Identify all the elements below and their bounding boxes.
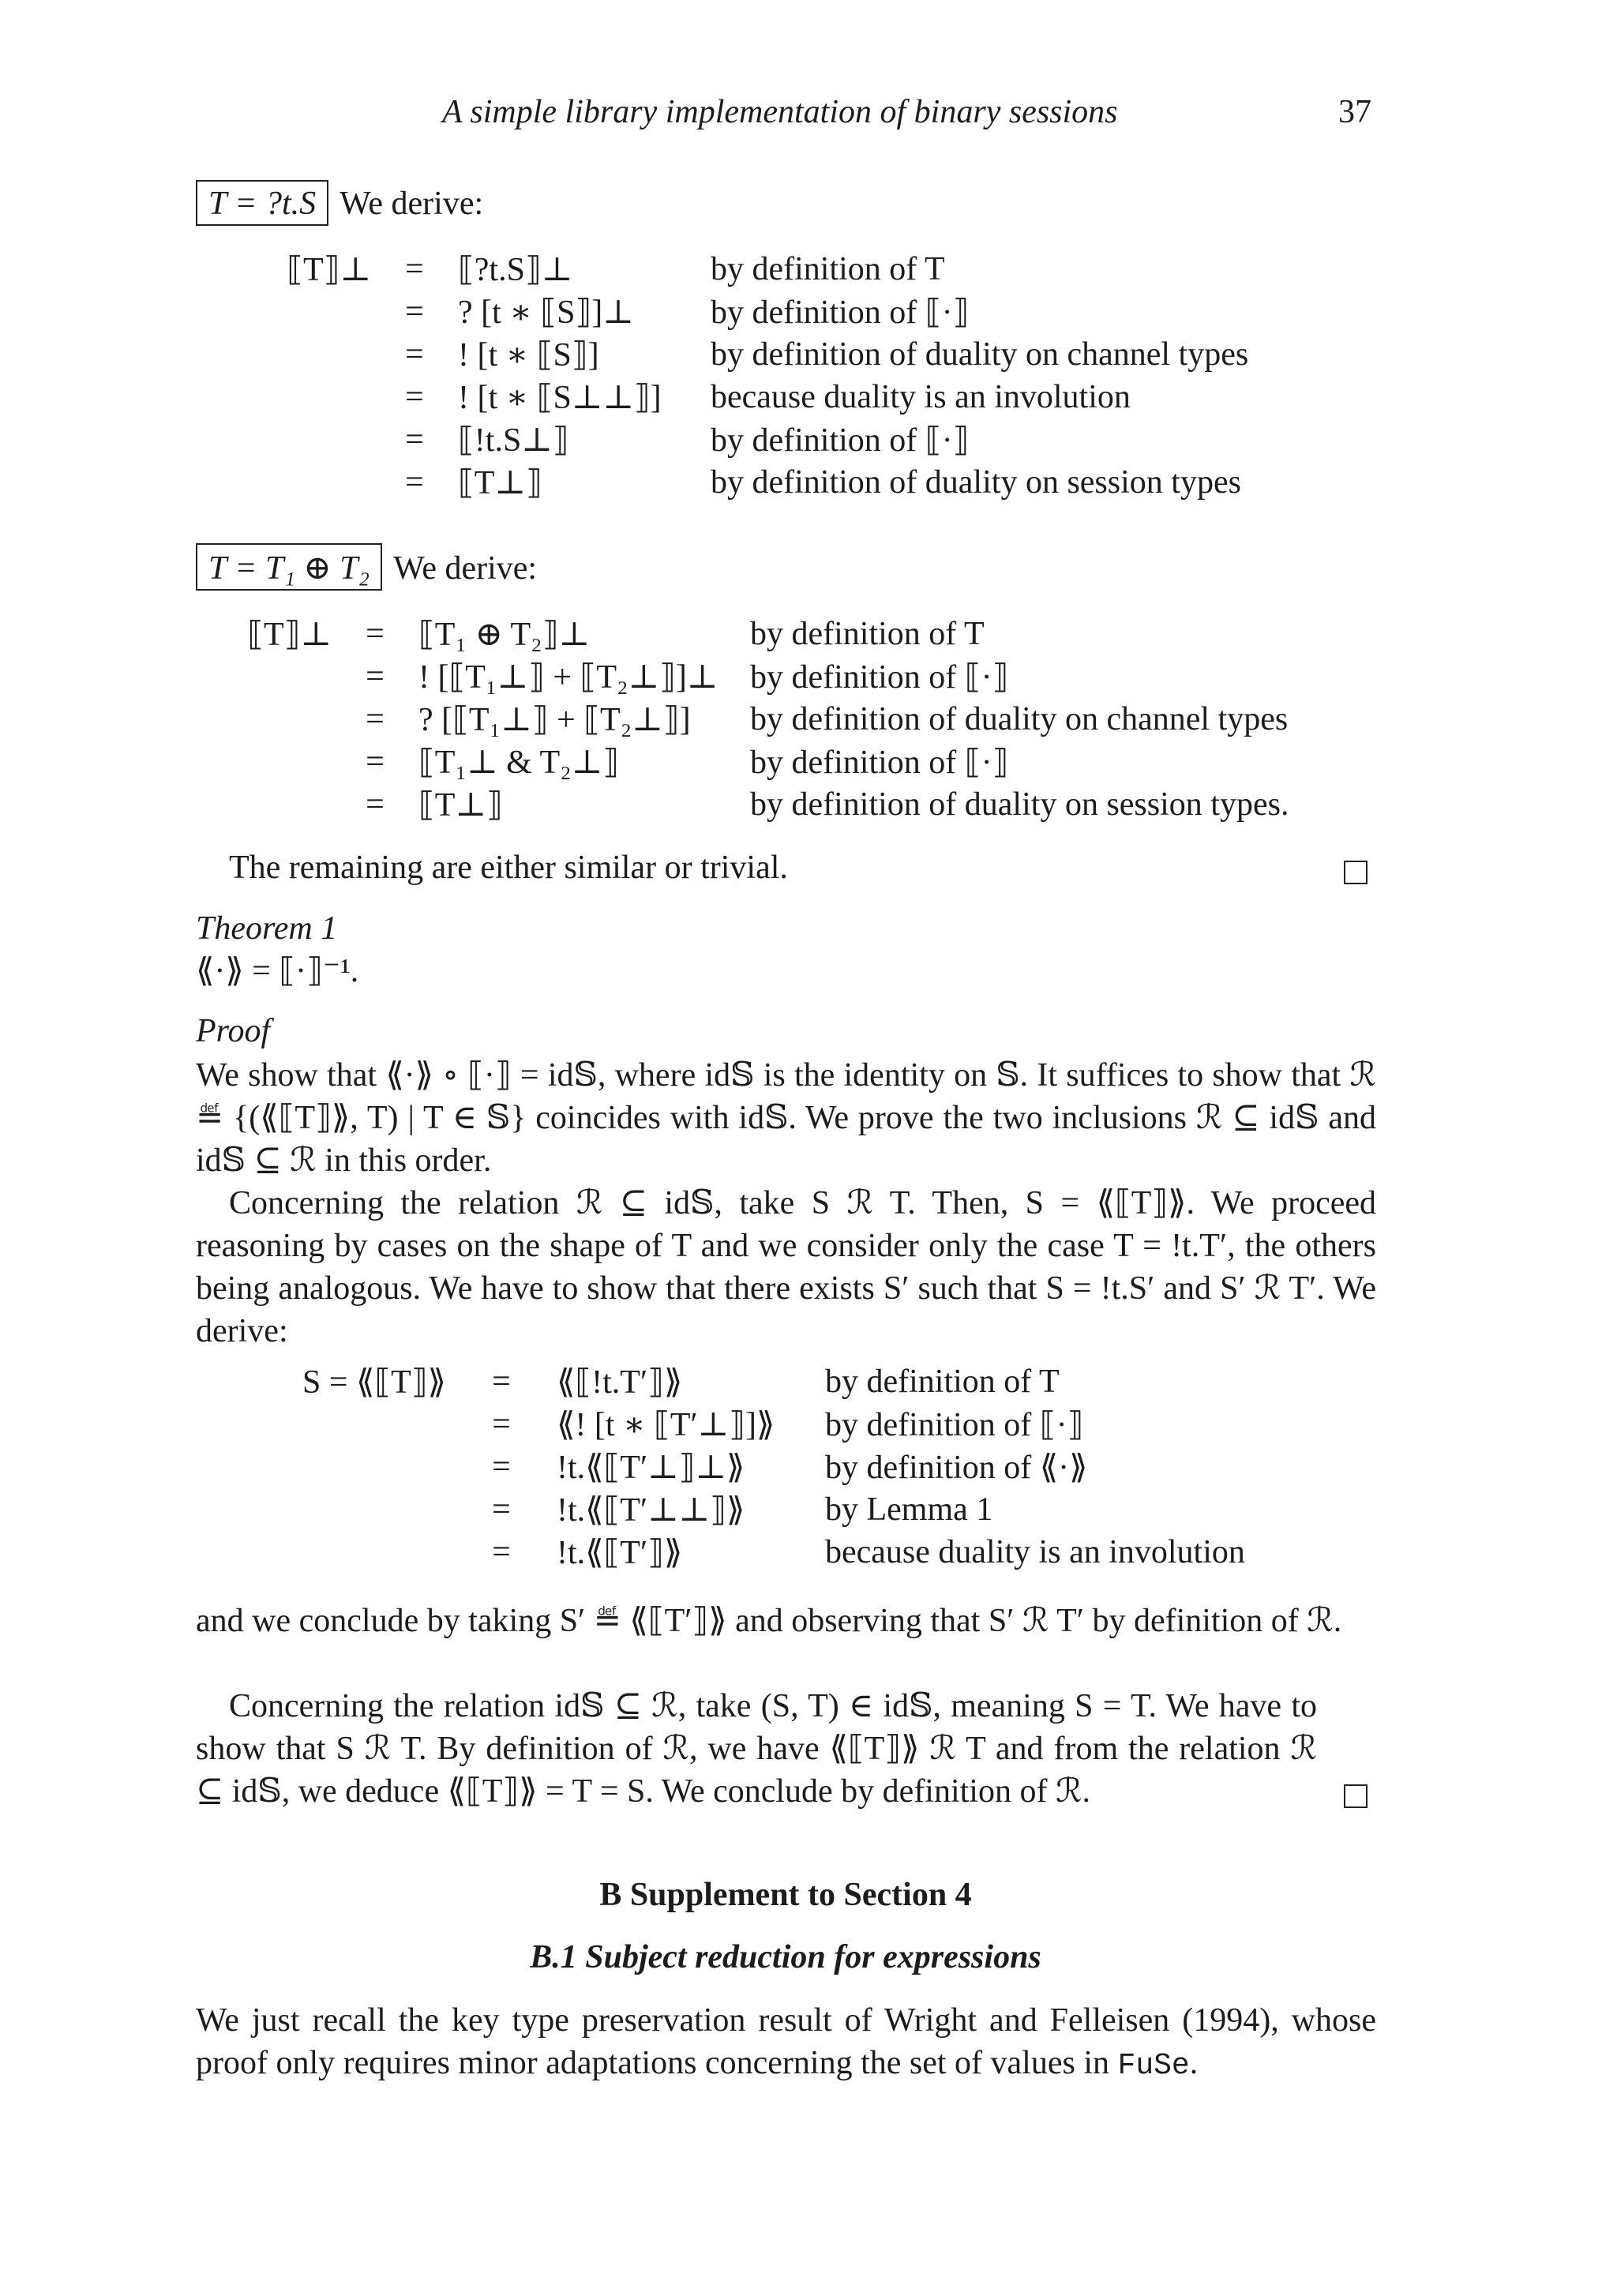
derivation-row: [245, 741, 1382, 783]
row-lhs: [284, 461, 371, 504]
subsection-heading: B.1 Subject reduction for expressions: [530, 1939, 1041, 1975]
derivation-row: [288, 1446, 1330, 1488]
row-rhs: ⟪⟦!t.T′⟧⟫: [557, 1364, 683, 1401]
proof-paragraph-2: Concerning the relation ℛ ⊆ id𝕊, take S ℛ T. Then, S = ⟪⟦T⟧⟫. We proceed reasoning by cases on the shape of T and we consider only the case T = !t.T′, the others being analogous. We have to show that there exists S′ such that S = !t.S′ and S′ ℛ T′. We derive:: [196, 1185, 1376, 1349]
row-rhs: ⟦?t.S⟧⊥: [458, 252, 573, 288]
row-rhs: !t.⟪⟦T′⟧⟫: [557, 1535, 683, 1571]
derivation-row: [284, 333, 1342, 376]
row-eq: =: [405, 464, 424, 501]
row-eq: =: [492, 1449, 511, 1485]
proof-paragraph-3: and we conclude by taking S′ ≝ ⟪⟦T′⟧⟫ and observing that S′ ℛ T′ by definition of ℛ.: [196, 1603, 1342, 1639]
qed-square: [1344, 1784, 1368, 1808]
row-lhs: S = ⟪⟦T⟧⟫: [302, 1364, 446, 1401]
row-eq: =: [405, 294, 424, 330]
row-rhs: ⟦T₁⊥ & T₂⊥⟧: [418, 745, 620, 781]
row-justification: by definition of ⟪·⟫: [825, 1450, 1088, 1486]
proof-paragraph-4: Concerning the relation id𝕊 ⊆ ℛ, take (S, T) ∈ id𝕊, meaning S = T. We have to show that S ℛ T. By definition of ℛ, we have ⟪⟦T⟧⟫ ℛ T and from the relation ℛ ⊆ id𝕊, we deduce ⟪⟦T⟧⟫ = T = S. We conclude by definition of ℛ.: [196, 1688, 1317, 1810]
derivation-row: [288, 1403, 1330, 1446]
running-title: A simple library implementation of binary sessions: [442, 94, 1118, 130]
theorem-label: Theorem 1: [196, 910, 338, 947]
row-eq: =: [492, 1406, 511, 1443]
case1-heading: [196, 180, 483, 226]
row-justification: because duality is an involution: [825, 1534, 1245, 1570]
case1-derivation: [284, 248, 1342, 504]
row-rhs: ⟦T₁ ⊕ T₂⟧⊥: [418, 617, 591, 653]
row-lhs: [284, 333, 371, 376]
row-justification: by definition of duality on session types.: [750, 786, 1289, 823]
row-justification: by definition of ⟦·⟧: [750, 745, 1009, 781]
row-justification: by definition of T: [825, 1364, 1060, 1400]
row-rhs: !t.⟪⟦T′⊥⊥⟧⟫: [557, 1492, 745, 1529]
row-justification: by definition of ⟦·⟧: [711, 422, 970, 459]
row-eq: =: [405, 422, 424, 458]
row-lhs: [284, 418, 371, 461]
section-heading: B Supplement to Section 4: [599, 1877, 972, 1913]
derivation-row: [245, 698, 1382, 741]
case2-heading: [196, 543, 537, 591]
row-rhs: ! [t ∗ ⟦S⊥⊥⟧]: [458, 380, 662, 416]
derivation-row: [288, 1531, 1330, 1574]
row-justification: by definition of duality on channel types: [711, 336, 1249, 373]
row-rhs: ? [t ∗ ⟦S⟧]⊥: [458, 295, 634, 331]
row-justification: by definition of ⟦·⟧: [825, 1407, 1084, 1443]
row-rhs: ⟦T⊥⟧: [458, 465, 542, 501]
row-rhs: ⟦!t.S⊥⟧: [458, 422, 569, 459]
proof-derivation: [288, 1360, 1330, 1574]
fuse-code: FuSe: [1117, 2049, 1190, 2083]
row-justification: by definition of T: [750, 616, 985, 652]
row-eq: =: [405, 336, 424, 373]
row-eq: =: [366, 658, 385, 695]
row-eq: =: [492, 1491, 511, 1528]
row-lhs: [288, 1488, 446, 1531]
derivation-row: [284, 291, 1342, 333]
row-lhs: [284, 291, 371, 333]
row-rhs: !t.⟪⟦T′⊥⟧⊥⟫: [557, 1450, 745, 1486]
row-eq: =: [492, 1534, 511, 1570]
row-eq: =: [366, 744, 385, 780]
row-lhs: [245, 655, 332, 698]
row-eq: =: [366, 786, 385, 823]
row-lhs: ⟦T⟧⊥: [287, 252, 371, 288]
row-lhs: [288, 1531, 446, 1574]
row-justification: by definition of ⟦·⟧: [750, 659, 1009, 696]
row-rhs: ⟦T⊥⟧: [418, 787, 503, 823]
case1-box-label: T = ?t.S: [196, 180, 328, 226]
derivation-row: [288, 1360, 1330, 1403]
row-rhs: ! [⟦T₁⊥⟧ + ⟦T₂⊥⟧]⊥: [418, 659, 718, 696]
derivation-row: [245, 613, 1382, 655]
derivation-row: [284, 418, 1342, 461]
row-eq: =: [492, 1364, 511, 1400]
derivation-row: [245, 655, 1382, 698]
row-rhs: ⟪! [t ∗ ⟦T′⊥⟧]⟫: [557, 1407, 775, 1443]
row-eq: =: [405, 251, 424, 287]
remaining-cases-text: The remaining are either similar or trivial.: [229, 850, 788, 886]
section-body-text: We just recall the key type preservation result of Wright and Felleisen (1994), whose proof only requires minor adaptations concerning the set of values in: [196, 2002, 1376, 2081]
row-lhs: [245, 698, 332, 741]
row-eq: =: [366, 701, 385, 737]
row-lhs: [284, 376, 371, 418]
row-justification: by definition of duality on session types: [711, 464, 1241, 501]
case1-intro: We derive:: [340, 186, 484, 222]
page-number: 37: [1338, 94, 1371, 130]
section-body: [196, 1999, 1376, 2088]
derivation-row: [288, 1488, 1330, 1531]
row-justification: by definition of ⟦·⟧: [711, 295, 970, 331]
derivation-row: [284, 461, 1342, 504]
derivation-row: [284, 376, 1342, 418]
proof-paragraph-1: We show that ⟪·⟫ ∘ ⟦·⟧ = id𝕊, where id𝕊 is the identity on 𝕊. It suffices to show that ℛ ≝ {(⟪⟦T⟧⟫, T) | T ∈ 𝕊} coincides with id𝕊. We prove the two inclusions ℛ ⊆ id𝕊 and id𝕊 ⊆ ℛ in this order.: [196, 1057, 1376, 1179]
row-eq: =: [405, 379, 424, 415]
derivation-row: [245, 783, 1382, 826]
case2-intro: We derive:: [393, 550, 538, 587]
proof-label: Proof: [196, 1013, 271, 1049]
row-rhs: ! [t ∗ ⟦S⟧]: [458, 337, 599, 373]
row-justification: by definition of duality on channel types: [750, 701, 1289, 737]
section-body-end: .: [1189, 2045, 1199, 2081]
derivation-row: [284, 248, 1342, 291]
case2-box-label: T = T₁ ⊕ T₂: [196, 543, 382, 591]
row-lhs: [245, 783, 332, 826]
row-justification: by definition of T: [711, 251, 945, 287]
row-lhs: [288, 1446, 446, 1488]
row-rhs: ? [⟦T₁⊥⟧ + ⟦T₂⊥⟧]: [418, 702, 691, 738]
case2-derivation: [245, 613, 1382, 826]
row-lhs: [288, 1403, 446, 1446]
row-lhs: [245, 741, 332, 783]
row-lhs: ⟦T⟧⊥: [247, 617, 332, 653]
qed-square: [1344, 861, 1368, 884]
row-eq: =: [366, 616, 385, 652]
row-justification: because duality is an involution: [711, 379, 1131, 415]
theorem-statement: ⟪·⟫ = ⟦·⟧⁻¹.: [196, 953, 359, 989]
row-justification: by Lemma 1: [825, 1491, 993, 1528]
